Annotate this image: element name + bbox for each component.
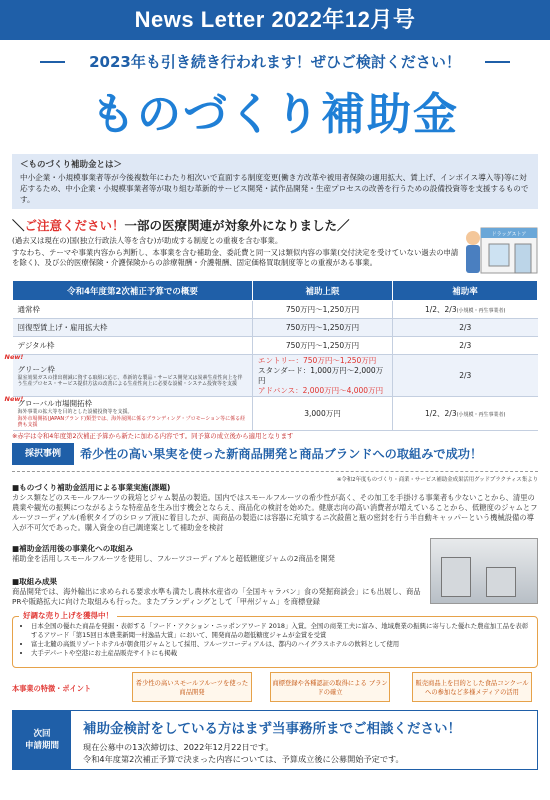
col-header-rate: 補助率 [393,281,538,301]
row-desc-red: 海外市場開拓(JAPANブランド)類型では、海外展開に係るブランディング・プロモーション等に係る経費も支援 [17,415,246,429]
application-line: 現在公募中の13次締切は、2022年12月22日です。 [83,742,274,752]
intro-body: 中小企業・小規模事業者等が今後複数年にわたり相次いで直面する制度変更(働き方改革や被用者保険の適用拡大、賃上げ、インボイス導入等)等に対応するため、中小企業・小規模事業者等が取り組む革新的サービス開発・試作品開発・生産プロセスの改善を行うための設備投資等を支援するものです。 [20,173,529,204]
table-row [13,319,538,337]
store-illustration [463,218,538,276]
list-item: • 大手デパートや空港にお土産品販売サイトにも掲載 [31,649,529,658]
table-row [13,355,538,397]
table-note: ※赤字は令和4年度第2次補正予算から新たに加わる内容です。同予算の成立後から適用となります [12,432,294,440]
row-name: デジタル枠 [13,337,253,355]
section-body: 補助金を活用しスモールフルーツを使用し、フルーツコーディアルと超低糖度ジャムの2商品を開発 [12,554,335,563]
row-limit: 750万円～1,250万円 [253,301,393,319]
features-label: 本事業の特徴・ポイント [12,684,92,693]
equipment-shape [441,557,471,597]
row-rate: 1/2、2/3(小規模・再生事業者) [393,397,538,431]
case-section-3 [12,576,422,607]
case-title: 希少性の高い果実を使った新商品開発と商品ブランドへの取組みで成功！ [80,447,483,461]
feature-box: 希少性の高いスモールフルーツを使った商品開発 [132,672,252,702]
application-box [12,710,538,770]
application-title: 補助金検討をしている方はまず当事務所までご相談ください！ [83,721,461,737]
list-item: • 日本全国の優れた商品を発掘・表彰する「フード・アクション・ニッポンアワード 2018」入賞。全国の商業工夫に富み、地域農業の振興に寄与した優れた農産加工品を表彰するアワード「第15回日本農業新聞一村逸品大賞」において、開発商品の超低糖度ジャムが金賞を受賞 [31,622,529,640]
case-caption: ※令和2年度ものづくり・商業・サービス補助金成果活用グッドプラクティス集より [336,477,538,483]
row-rate: 2/3 [393,337,538,355]
caution-title-rest: 一部の医療関連が対象外になりました [124,218,338,233]
row-limit: 3,000万円 [253,397,393,431]
case-section-2 [12,543,422,564]
equipment-shape [486,567,516,597]
table-row [13,397,538,431]
row-name: 回復型賃上げ・雇用拡大枠 [13,319,253,337]
application-line: 令和4年度第2次補正予算で決まった内容については、予算成立後に公募開始予定です。 [83,754,404,764]
application-details [83,741,404,765]
case-section-1 [12,482,538,533]
caution-section [12,216,538,278]
product-photo [430,538,538,604]
divider [12,471,538,474]
row-rate: 1/2、2/3(小規模・再生事業者) [393,301,538,319]
limit-entry: エントリー：750万円～1,250万円 [258,355,377,365]
row-rate: 2/3 [393,319,538,337]
limit-standard: スタンダード：1,000万円～2,000万円 [258,365,384,385]
points-list [21,622,529,658]
feature-box: 販売商品上を目的とした食品コンクールへの参加など多様メディアの活用 [412,672,532,702]
col-header-limit: 補助上限 [253,281,393,301]
newsletter-header: News Letter 2022年12月号 [0,0,550,40]
section-title: ■ものづくり補助金活用による事業実施(課題) [12,483,171,492]
application-label-line: 申請期間 [24,741,59,751]
headline: ものづくり補助金 [91,89,459,140]
caution-line2: すなわち、テーマや事業内容から判断し、本事業を含む補助金、委託費と同一又は類似内容の事業(交付決定を受けていない過去の申請を除く)、及び公的医療保険・介護保険からの診療報酬・介護報酬、固定価格買取制度等との重複がある事業。 [12,248,459,267]
row-name-cell [4,353,253,397]
section-body: 商品開発では、海外輸出に求められる要求水準も満たし農林水産省の「全国キャラバン」食の発掘商談会」にも出展し、商品PRや販路拡大に向けた取組みも行った。またブランディングとして「甲州ジャム」を商標登録 [12,587,421,606]
intro-box [12,154,538,209]
rate-note: (小規模・再生事業者) [456,412,506,418]
section-title: ■補助金活用後の事業化への取組み [12,544,134,553]
row-name-cell [4,395,253,431]
section-body: カシス類などのスモールフルーツの栽培とジャム製品の製造。国内ではスモールフルーツの希少性が高く、その加工を手掛ける事業者も少ないことから、清里の農業や観光の振興につながるような特産品を生み出す機会とならえ、商品化の検討を始めた。健康志向の高い消費者が増えていることから、低糖度のジャムとフルーツコーディアル(希釈タイプのシロップ液)に着目したが、両商品の製造には容器に充填するニ次殺菌と瓶の密封を行う半自動キャッパーという機械設備の導入が不可欠であった。購入資金の自己調達案として補助金を検討 [12,493,538,532]
caution-line1: (過去又は現在の)国(独立行政法人等を含む)が助成する制度との重複を含む事業。 [12,236,283,245]
subtitle: 2023年も引き続き行われます！ぜひご検討ください！ [0,47,550,77]
row-name: グリーン枠 [17,364,55,374]
caution-title: ＼ご注意ください！一部の医療関連が対象外になりました／ [12,218,350,233]
row-name: グローバル市場開拓枠 [17,399,93,409]
row-limit: 750万円～1,250万円 [253,337,393,355]
feature-box: 商標登録や各種認証の取得による ブランドの確立 [270,672,390,702]
row-rate: 2/3 [393,355,538,397]
new-badge: New! [4,395,24,403]
table-row [13,337,538,355]
col-header-outline: 令和4年度第2次補正予算での概要 [13,281,253,301]
case-banner [12,443,538,465]
rate-note: (小規模・再生事業者) [456,308,506,314]
intro-heading: ＜ものづくり補助金とは＞ [20,160,123,170]
row-desc: 海外事業の拡大等を目的とした設備投資等を支援。 [17,409,133,416]
points-title: 好調な売り上げを獲得中！ [19,610,117,621]
row-name: 通常枠 [13,301,253,319]
caution-title-red: ご注意ください！ [24,218,125,233]
row-limit [253,355,393,397]
limit-advance: アドバンス：2,000万円～4,000万円 [258,385,384,395]
store-sign-text: ドラッグストア [491,231,527,238]
table-row [13,301,538,319]
application-label-line: 次回 [33,729,51,739]
section-title: ■取組み成果 [12,577,58,586]
row-desc: 温室効果ガスの排出削減に資する取組に応じ、革新的な製品・サービス開発又は炭素生産性向上を伴う生産プロセス・サービス提供方法の改善による生産性向上に必要な設備・システム投資等を支援 [17,374,243,387]
list-item: • 富士北麓の高級リゾートホテルが朝食用ジャムとして採用、フルーツコーディアルは、都内のハイグラスホテルの飲料として使用 [31,640,529,649]
points-box [12,611,538,668]
subsidy-table [4,280,538,431]
new-badge: New! [4,353,24,361]
features-row [12,672,538,706]
application-label [13,711,71,769]
row-limit: 750万円～1,250万円 [253,319,393,337]
case-label: 採択事例 [12,443,74,465]
